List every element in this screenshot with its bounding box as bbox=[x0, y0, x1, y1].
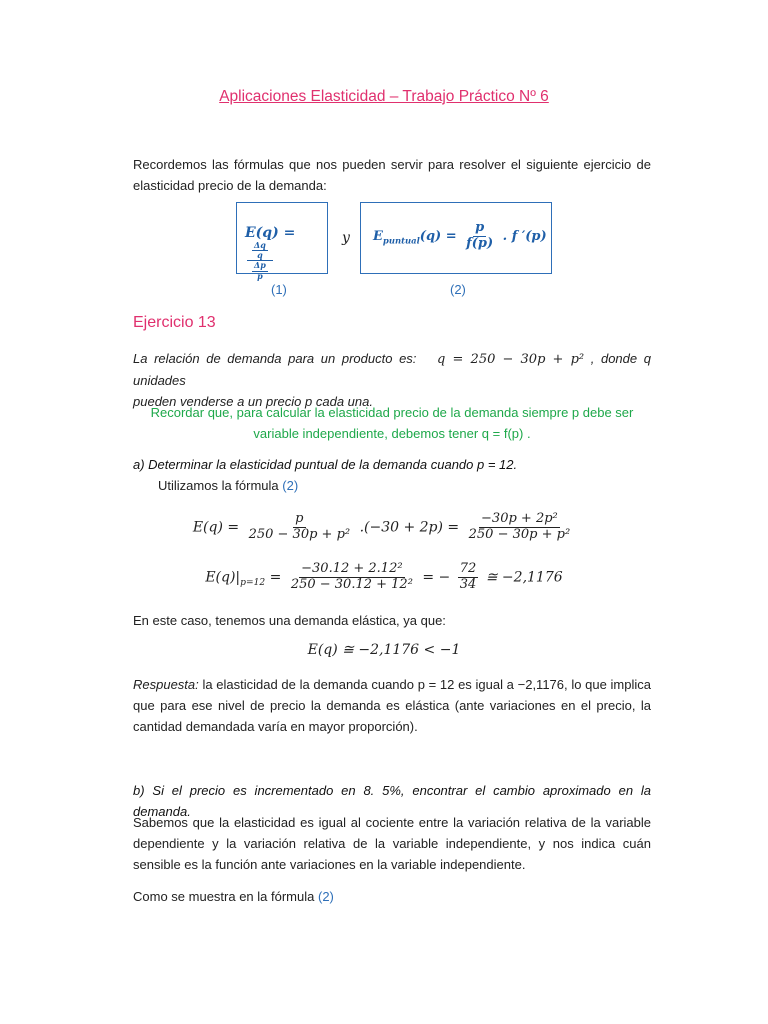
eq2-frac1-den: 250 − 30.12 + 12² bbox=[290, 576, 413, 592]
formula-2-label: (2) bbox=[450, 282, 466, 297]
equation-1 bbox=[0, 512, 768, 543]
eq2-frac2-num: 72 bbox=[459, 561, 477, 576]
eq1-lhs: E(q) = bbox=[192, 519, 240, 536]
elastic-text: En este caso, tenemos una demanda elástica, ya que: bbox=[133, 613, 446, 628]
answer-paragraph bbox=[133, 674, 651, 737]
eq1-frac1-den: 250 − 30p + p² bbox=[248, 526, 351, 542]
part-a-method bbox=[158, 475, 638, 496]
exercise-heading: Ejercicio 13 bbox=[133, 314, 216, 331]
statement-prefix: La relación de demanda para un producto es: bbox=[133, 351, 417, 366]
document-title: Aplicaciones Elasticidad – Trabajo Práctico Nº 6 bbox=[219, 88, 549, 105]
eq2-result: ≅ −2,1176 bbox=[485, 569, 563, 586]
answer-label: Respuesta: bbox=[133, 677, 199, 692]
part-a-formula-ref: (2) bbox=[282, 478, 299, 493]
elastic-inequality: E(q) ≅ −2,1176 < −1 bbox=[307, 642, 461, 658]
eq2-lhs: E(q)| bbox=[205, 569, 241, 586]
closing-formula-ref: (2) bbox=[317, 889, 334, 904]
eq1-frac1-num: p bbox=[295, 511, 304, 526]
part-b-heading: b) Si el precio es incrementado en 8. 5%, encontrar el cambio aproximado en la demanda. bbox=[133, 783, 651, 819]
eq2-sub: p=12 bbox=[240, 578, 266, 589]
statement-middle: , donde q unidades bbox=[133, 351, 651, 388]
part-a-heading: a) Determinar la elasticidad puntual de la demanda cuando p = 12. bbox=[133, 457, 518, 472]
formula-1-expression: E(q) = $\frac{\frac{\Delta q}{q}}{\frac{\Delta p}{p}}$ bbox=[245, 225, 296, 281]
intro-paragraph: Recordemos las fórmulas que nos pueden servir para resolver el siguiente ejercicio de elasticidad precio de la demanda: bbox=[133, 157, 651, 193]
part-a-method-text: Utilizamos la fórmula bbox=[158, 478, 279, 493]
eq2-frac2-den: 34 bbox=[459, 576, 477, 592]
formula-box-2 bbox=[360, 202, 552, 274]
eq1-mid: .(−30 + 2p) = bbox=[359, 519, 460, 536]
statement-suffix: pueden venderse a un precio p cada una. bbox=[133, 394, 373, 409]
statement-formula: q = 250 − 30p + p² bbox=[437, 352, 585, 367]
formula-1-label: (1) bbox=[271, 282, 287, 297]
closing-text: Como se muestra en la fórmula bbox=[133, 889, 315, 904]
equation-2: $E(q)|_{p=12}$ = $\frac{\text{−30.12 + 2.12²}}{\text{250 − 30.12 + 12²}}$ = − $\frac{72}{34}$ ≅ −2,1176 bbox=[205, 561, 563, 592]
connector-y: y bbox=[342, 230, 350, 246]
eq2-frac1-num: −30.12 + 2.12² bbox=[301, 561, 403, 576]
formula-box-1 bbox=[236, 202, 328, 281]
reminder-line-2: variable independiente, debemos tener q = f(p) . bbox=[253, 426, 531, 441]
answer-text: la elasticidad de la demanda cuando p = 12 es igual a −2,1176, lo que implica que para ese nivel de precio la demanda es elástica (ante variaciones en el precio, la cantidad demandada varía en mayor proporción). bbox=[133, 677, 651, 734]
formula-2-expression: $E_{puntual}(q)$ = $\frac{p}{f(p)}$ . f ′(p) bbox=[373, 220, 547, 251]
eq1-frac2-num: −30p + 2p² bbox=[481, 511, 558, 526]
eq1-frac2-den: 250 − 30p + p² bbox=[468, 526, 571, 542]
part-b-paragraph: Sabemos que la elasticidad es igual al cociente entre la variación relativa de la variable dependiente y la variación relativa de la variable independiente, y nos indica cuán sensible es la función ante variaciones en la variable independiente. bbox=[133, 815, 651, 872]
closing-line bbox=[133, 886, 651, 907]
reminder-note bbox=[133, 402, 651, 444]
reminder-line-1: Recordar que, para calcular la elasticidad precio de la demanda siempre p debe ser bbox=[150, 405, 634, 420]
